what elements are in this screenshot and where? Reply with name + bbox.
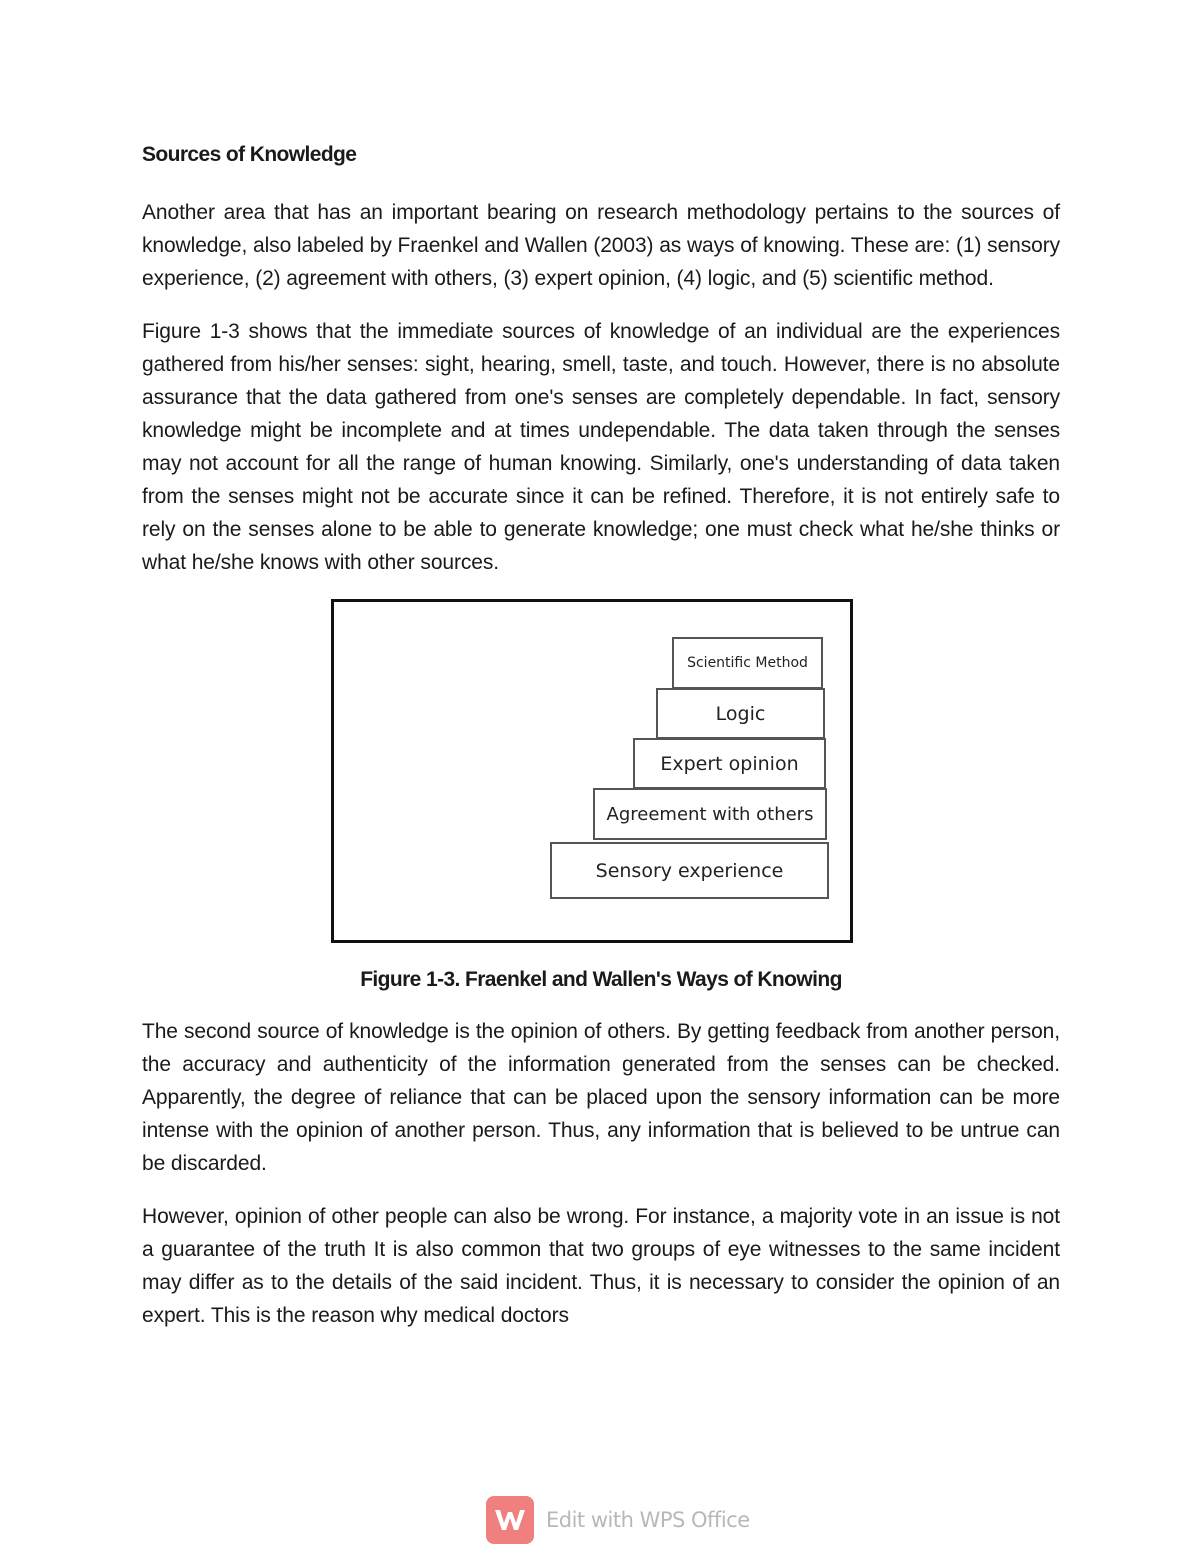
paragraph-3: The second source of knowledge is the opinion of others. By getting feedback from another person, the accuracy and authenticity of the information generated from the senses can be checked. Apparently, the degree of reliance that can be placed upon the sensory information can be more intense with the opinion of another person. Thus, any information that is believed to be untrue can be discarded. xyxy=(142,1020,1060,1175)
edit-with-wps-badge[interactable] xyxy=(486,1496,750,1544)
paragraph-4: However, opinion of other people can also be wrong. For instance, a majority vote in an issue is not a guarantee of the truth It is also common that two groups of eye witnesses to the same incident may differ as to the details of the said incident. Thus, it is necessary to consider the opinion of an expert. This is the reason why medical doctors xyxy=(142,1205,1060,1327)
paragraph-1: Another area that has an important bearing on research methodology pertains to the sources of knowledge, also labeled by Fraenkel and Wallen (2003) as ways of knowing. These are: (1) sensory experience, (2) agreement with others, (3) expert opinion, (4) logic, and (5) scientific method. xyxy=(142,201,1060,290)
step-agreement-with-others: Agreement with others xyxy=(593,788,827,840)
paragraph-2: Figure 1-3 shows that the immediate sources of knowledge of an individual are the experiences gathered from his/her senses: sight, hearing, smell, taste, and touch. However, there is no absolute assurance that the data gathered from one's senses are completely dependable. In fact, sensory knowledge might be incomplete and at times undependable. The data taken through the senses may not account for all the range of human knowing. Similarly, one's understanding of data taken from the senses might not be accurate since it can be refined. Therefore, it is not entirely safe to rely on the senses alone to be able to generate knowledge; one must check what he/she thinks or what he/she knows with other sources. xyxy=(142,320,1060,574)
step-expert-opinion: Expert opinion xyxy=(633,738,826,789)
step-sensory-experience: Sensory experience xyxy=(550,842,829,899)
step-scientific-method: Scientific Method xyxy=(672,637,823,689)
figure-caption: Figure 1-3. Fraenkel and Wallen's Ways of Knowing xyxy=(360,968,842,991)
wps-logo-icon xyxy=(486,1496,534,1544)
step-logic: Logic xyxy=(656,688,825,739)
wps-badge-label: Edit with WPS Office xyxy=(546,1508,750,1532)
ways-of-knowing-figure xyxy=(331,599,853,943)
section-heading: Sources of Knowledge xyxy=(142,143,357,166)
document-content xyxy=(142,138,1060,1352)
